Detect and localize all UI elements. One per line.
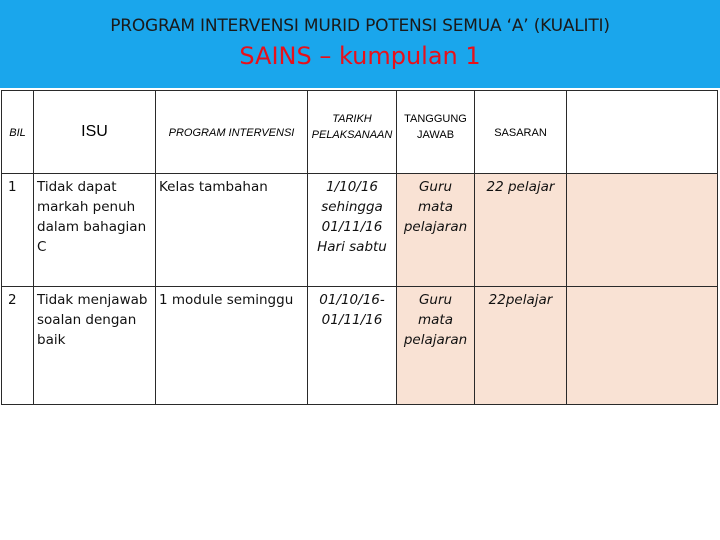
table-header-row bbox=[2, 91, 718, 174]
table-row bbox=[2, 287, 718, 405]
header-isu: ISU bbox=[34, 91, 156, 174]
row-2-program: 1 module seminggu bbox=[156, 287, 308, 405]
row-1-isu: Tidak dapat markah penuh dalam bahagian C bbox=[34, 174, 156, 287]
row-2-sasaran: 22pelajar bbox=[475, 287, 567, 405]
row-1-tarikh: 1/10/16 sehingga 01/11/16 Hari sabtu bbox=[308, 174, 397, 287]
row-1-program: Kelas tambahan bbox=[156, 174, 308, 287]
intervention-table bbox=[1, 90, 718, 405]
header-program: PROGRAM INTERVENSI bbox=[156, 91, 308, 174]
row-2-isu: Tidak menjawab soalan dengan baik bbox=[34, 287, 156, 405]
row-2-empty bbox=[567, 287, 718, 405]
header-empty bbox=[567, 91, 718, 174]
row-2-tanggungjawab: Guru mata pelajaran bbox=[397, 287, 475, 405]
row-1-sasaran: 22 pelajar bbox=[475, 174, 567, 287]
header-tanggungjawab: TANGGUNG JAWAB bbox=[397, 91, 475, 174]
table-row bbox=[2, 174, 718, 287]
title-banner bbox=[0, 0, 720, 88]
header-tarikh: TARIKH PELAKSANAAN bbox=[308, 91, 397, 174]
row-1-tanggungjawab: Guru mata pelajaran bbox=[397, 174, 475, 287]
header-sasaran: SASARAN bbox=[475, 91, 567, 174]
row-1-bil: 1 bbox=[2, 174, 34, 287]
row-1-empty bbox=[567, 174, 718, 287]
page-subtitle: SAINS – kumpulan 1 bbox=[239, 42, 481, 70]
header-bil: BIL bbox=[2, 91, 34, 174]
page-title: PROGRAM INTERVENSI MURID POTENSI SEMUA ‘A’ (KUALITI) bbox=[110, 16, 610, 36]
row-2-bil: 2 bbox=[2, 287, 34, 405]
row-2-tarikh: 01/10/16- 01/11/16 bbox=[308, 287, 397, 405]
